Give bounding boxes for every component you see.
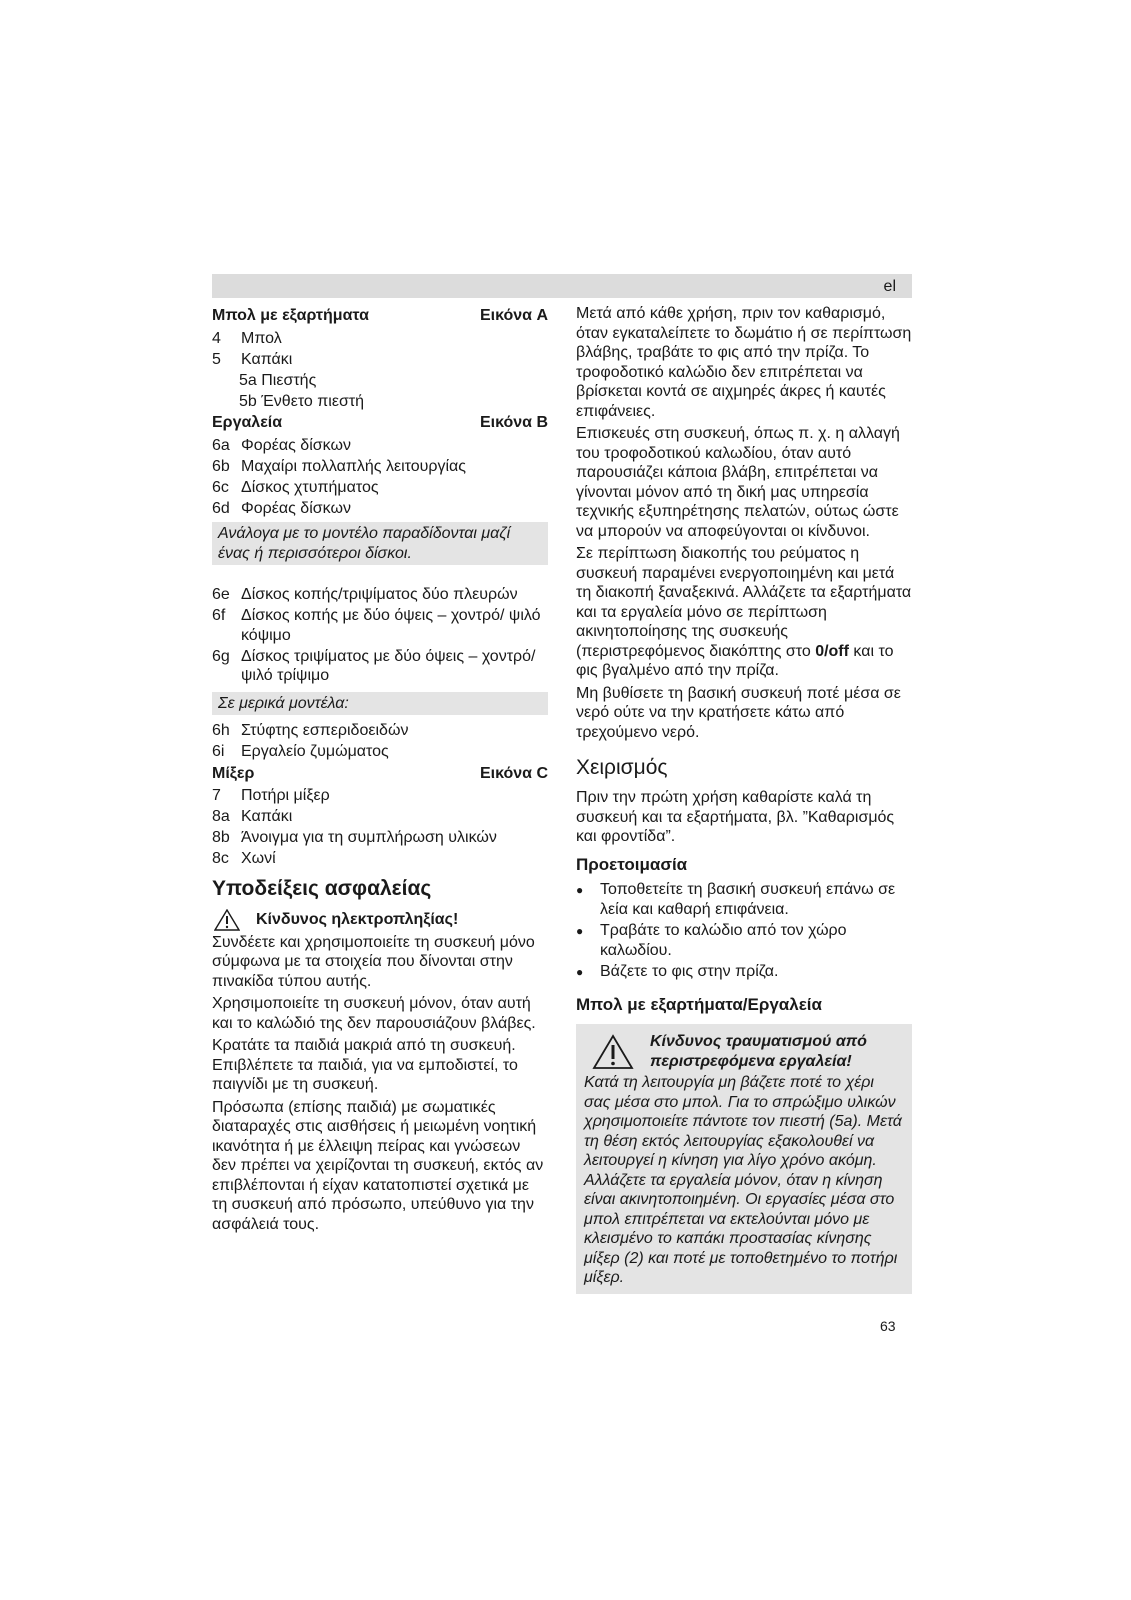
list-item bbox=[212, 457, 548, 477]
text-span: Σε περίπτωση διακοπής του ρεύματος η συσκευή παραμένει ενεργοποιημένη και μετά τη διακοπή ξαναξεκινά. Αλλάζετε τα εξαρτήματα και τα εργαλεία μόνο σε περίπτωση ακινητοποίησης της συσκευής (περιστρεφόμενος διακόπτης στο bbox=[576, 545, 912, 660]
item-number: 6h bbox=[212, 722, 230, 739]
language-bar bbox=[212, 274, 912, 298]
warning-icon bbox=[214, 909, 240, 931]
paragraph: Πριν την πρώτη χρήση καθαρίστε καλά τη συσκευή και τα εξαρτήματα, βλ. ”Καθαρισμός και φροντίδα”. bbox=[576, 789, 895, 845]
bullet-item bbox=[576, 880, 912, 919]
item-number: 6i bbox=[212, 743, 225, 760]
bullet-icon: ● bbox=[576, 883, 584, 897]
item-number: 6c bbox=[212, 478, 229, 496]
item-text: Μαχαίρι πολλαπλής λειτουργίας bbox=[241, 457, 467, 475]
operation-heading: Χειρισμός bbox=[576, 756, 668, 779]
item-number: 6a bbox=[212, 436, 230, 454]
paragraph: Συνδέετε και χρησιμοποιείτε τη συσκευή μόνο σύμφωνα με τα στοιχεία που δίνονται στην πινακίδα τύπου αυτής. bbox=[212, 933, 535, 990]
section-header-mixer bbox=[212, 764, 548, 784]
item-number: 6g bbox=[212, 647, 230, 665]
item-text: Μπολ bbox=[241, 329, 282, 347]
list-item bbox=[212, 585, 548, 605]
section-title: Μπολ με εξαρτήματα bbox=[212, 307, 369, 324]
list-item bbox=[212, 606, 548, 645]
item-number: 6f bbox=[212, 607, 226, 624]
bullet-text: Τραβάτε το καλώδιο από τον χώρο καλωδίου. bbox=[600, 922, 847, 959]
list-item bbox=[212, 828, 548, 848]
warning-body: Κατά τη λειτουργία μη βάζετε ποτέ το χέρι σας μέσα στο μπολ. Για το σπρώξιμο υλικών χρησιμοποιείτε πάντοτε τον πιεστή (5a). Μετά τη θέση εκτός λειτουργίας εξακολουθεί να λειτουργεί η κίνηση για λίγο χρόνο ακόμη. Αλλάζετε τα εργαλεία μόνον, όταν η κίνηση είναι ακινητοποιημένη. Οι εργασίες μέσα στο μπολ επιτρέπεται να εκτελούνται μόνο με κλεισμένο το καπάκι προστασίας κίνησης μίξερ (2) και ποτέ με τοποθετημένο το ποτήρι μίξερ. bbox=[584, 1074, 902, 1286]
paragraph: Πρόσωπα (επίσης παιδιά) με σωματικές διαταραχές στις αισθήσεις ή μειωμένη νοητική ικανότητα ή με έλλειψη πείρας και γνώσεων δεν πρέπει να χειρίζονται τη συσκευή, εκτός αν επιβλέπονται ή είχαν κατατοπιστεί σχετικά με τη συσκευή από πρόσωπο, υπεύθυνο για την ασφάλειά τους. bbox=[212, 1098, 544, 1233]
list-item bbox=[212, 499, 548, 519]
figure-ref: Εικόνα A bbox=[479, 307, 548, 324]
section-title: Εργαλεία bbox=[212, 414, 283, 431]
item-text: Δίσκος χτυπήματος bbox=[241, 478, 379, 496]
item-text: Άνοιγμα για τη συμπλήρωση υλικών bbox=[241, 829, 497, 846]
list-item bbox=[212, 329, 548, 349]
list-item bbox=[212, 742, 548, 762]
item-number: 5 bbox=[212, 350, 221, 368]
switch-position: 0/off bbox=[815, 642, 849, 660]
item-number: 6d bbox=[212, 499, 230, 517]
danger-title: Κίνδυνος ηλεκτροπληξίας! bbox=[256, 910, 459, 928]
paragraph: Επισκευές στη συσκευή, όπως π. χ. η αλλαγή του τροφοδοτικού καλωδίου, όταν αυτό παρουσιάζει κάποια βλάβη, επιτρέπεται να γίνονται μόνον από τη δική μας υπηρεσία τεχνικής εξυπηρέτησης πελατών, ούτως ώστε να μπορούν να αποφεύγονται οι κίνδυνοι. bbox=[576, 425, 900, 540]
paragraph: Μη βυθίσετε τη βασική συσκευή ποτέ μέσα σε νερό ούτε να την κρατήσετε κάτω από τρεχούμενο νερό. bbox=[576, 684, 901, 741]
item-text: Καπάκι bbox=[241, 808, 293, 825]
paragraph: Χρησιμοποιείτε τη συσκευή μόνον, όταν αυτή και το καλώδιό της δεν παρουσιάζουν βλάβες. bbox=[212, 995, 536, 1032]
preparation-heading: Προετοιμασία bbox=[576, 854, 688, 874]
item-text: Δίσκος κοπής/τριψίματος δύο πλευρών bbox=[241, 586, 518, 603]
item-text: Δίσκος κοπής με δύο όψεις – χοντρό/ ψιλό κόψιμο bbox=[241, 607, 541, 644]
bullet-item bbox=[576, 962, 912, 983]
warning-title: Κίνδυνος τραυματισμού από περιστρεφόμενα εργαλεία! bbox=[650, 1033, 867, 1070]
warning-icon bbox=[592, 1034, 634, 1070]
bowl-tools-heading: Μπολ με εξαρτήματα/Εργαλεία bbox=[576, 994, 822, 1014]
list-item bbox=[212, 786, 548, 806]
item-text: Φορέας δίσκων bbox=[241, 436, 351, 454]
item-number: 7 bbox=[212, 787, 221, 804]
item-text: Στύφτης εσπεριδοειδών bbox=[241, 722, 409, 739]
paragraph: Κρατάτε τα παιδιά μακριά από τη συσκευή. Επιβλέπετε τα παιδιά, για να εμποδιστεί, το παιγνίδι με τη συσκευή. bbox=[212, 1037, 518, 1093]
danger-line bbox=[212, 909, 548, 931]
list-item bbox=[212, 807, 548, 827]
list-item bbox=[212, 478, 548, 498]
section-header-tools bbox=[212, 413, 548, 433]
figure-ref: Εικόνα C bbox=[479, 764, 548, 782]
language-code: el bbox=[883, 278, 896, 295]
item-number: 8b bbox=[212, 829, 230, 846]
list-item bbox=[212, 721, 548, 741]
item-text: Δίσκος τριψίματος με δύο όψεις – χοντρό/ψιλό τρίψιμο bbox=[241, 647, 536, 684]
list-item bbox=[212, 436, 548, 456]
section-header-bowl bbox=[212, 306, 548, 326]
item-number: 6b bbox=[212, 457, 230, 475]
text-span: και το φις βγαλμένο από την πρίζα. bbox=[576, 642, 894, 679]
left-column bbox=[212, 304, 548, 1237]
injury-warning-box bbox=[576, 1024, 912, 1294]
item-number: 8c bbox=[212, 850, 229, 867]
page-number: 63 bbox=[880, 1318, 896, 1334]
item-text: Ποτήρι μίξερ bbox=[241, 787, 330, 804]
sub-item: 5a Πιεστής bbox=[239, 371, 317, 389]
note-box: Σε μερικά μοντέλα: bbox=[212, 692, 548, 716]
right-column bbox=[576, 304, 912, 1294]
item-number: 4 bbox=[212, 329, 221, 347]
section-title: Μίξερ bbox=[212, 764, 255, 782]
figure-ref: Εικόνα B bbox=[479, 414, 548, 431]
paragraph: Μετά από κάθε χρήση, πριν τον καθαρισμό, όταν εγκαταλείπετε το δωμάτιο ή σε περίπτωση βλάβης, τραβάτε το φις από την πρίζα. Το τροφοδοτικό καλώδιο δεν επιτρέπεται να βρίσκεται κοντά σε αιχμηρές άκρες ή καυτές επιφάνειες. bbox=[576, 305, 912, 420]
item-number: 6e bbox=[212, 586, 230, 603]
list-item bbox=[212, 647, 548, 686]
item-text: Καπάκι bbox=[241, 350, 293, 368]
bullet-icon: ● bbox=[576, 924, 584, 938]
bullet-item bbox=[576, 921, 912, 960]
sub-item: 5b Ένθετο πιεστή bbox=[239, 392, 365, 410]
item-text: Χωνί bbox=[241, 850, 276, 867]
bullet-text: Βάζετε το φις στην πρίζα. bbox=[600, 963, 779, 980]
paragraph bbox=[576, 544, 912, 681]
list-item bbox=[212, 350, 548, 370]
bullet-icon: ● bbox=[576, 965, 584, 979]
item-text: Φορέας δίσκων bbox=[241, 499, 351, 517]
item-number: 8a bbox=[212, 808, 230, 825]
bullet-text: Τοποθετείτε τη βασική συσκευή επάνω σε λεία και καθαρή επιφάνεια. bbox=[600, 881, 896, 918]
safety-heading: Υποδείξεις ασφαλείας bbox=[212, 876, 432, 900]
note-box: Ανάλογα με το μοντέλο παραδίδονται μαζί ένας ή περισσότεροι δίσκοι. bbox=[212, 522, 548, 565]
item-text: Εργαλείο ζυμώματος bbox=[241, 743, 389, 760]
list-item bbox=[212, 849, 548, 869]
